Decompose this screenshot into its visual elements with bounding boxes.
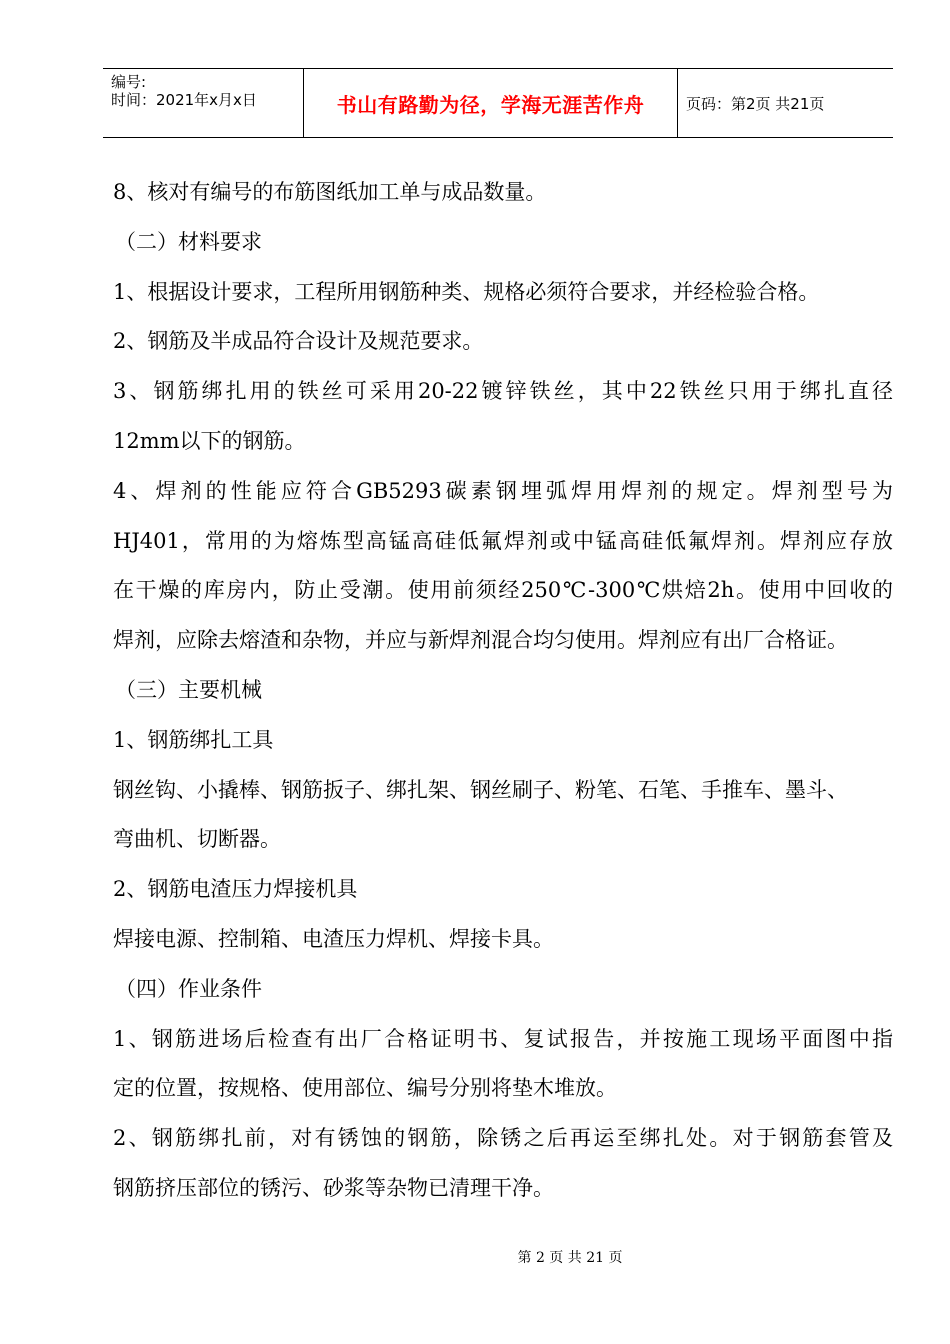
paragraph-line: HJ401，常用的为熔炼型高锰高硅低氟焊剂或中锰高硅低氟焊剂。焊剂应存放 bbox=[113, 528, 893, 553]
section-heading: （四）作业条件 bbox=[115, 976, 262, 1001]
paragraph-line: 4、焊剂的性能应符合GB5293碳素钢埋弧焊用焊剂的规定。焊剂型号为 bbox=[113, 478, 893, 503]
page-footer: 第 2 页 共 21 页 bbox=[517, 1250, 623, 1266]
paragraph-line: 弯曲机、切断器。 bbox=[113, 827, 281, 852]
section-heading: （二）材料要求 bbox=[115, 229, 262, 254]
paragraph-line: 1、钢筋进场后检查有出厂合格证明书、复试报告，并按施工现场平面图中指 bbox=[113, 1026, 893, 1051]
header-meta bbox=[103, 69, 303, 137]
paragraph-line: 3、钢筋绑扎用的铁丝可采用20-22镀锌铁丝，其中22铁丝只用于绑扎直径 bbox=[113, 379, 893, 404]
paragraph-line: 定的位置，按规格、使用部位、编号分别将垫木堆放。 bbox=[113, 1076, 617, 1101]
paragraph-line: 8、核对有编号的布筋图纸加工单与成品数量。 bbox=[113, 180, 547, 204]
paragraph-line: 1、根据设计要求，工程所用钢筋种类、规格必须符合要求，并经检验合格。 bbox=[113, 279, 820, 304]
paragraph-line: 钢筋挤压部位的锈污、砂浆等杂物已清理干净。 bbox=[113, 1175, 554, 1200]
section-heading: （三）主要机械 bbox=[115, 677, 262, 702]
paragraph-line: 1、钢筋绑扎工具 bbox=[113, 727, 274, 752]
page-header bbox=[103, 68, 893, 138]
paragraph-line: 12mm以下的钢筋。 bbox=[113, 428, 306, 453]
header-page-number: 页码：第2页 共21页 bbox=[686, 94, 825, 113]
paragraph-line: 焊接电源、控制箱、电渣压力焊机、焊接卡具。 bbox=[113, 926, 554, 951]
document-body bbox=[113, 168, 893, 1214]
header-motto: 书山有路勤为径，学海无涯苦作舟 bbox=[303, 69, 678, 137]
paragraph-line: 钢丝钩、小撬棒、钢筋扳子、绑扎架、钢丝刷子、粉笔、石笔、手推车、墨斗、 bbox=[113, 777, 848, 802]
document-date: 时间：2021年x月x日 bbox=[111, 91, 257, 109]
paragraph-line: 2、钢筋绑扎前，对有锈蚀的钢筋，除锈之后再运至绑扎处。对于钢筋套管及 bbox=[113, 1126, 893, 1151]
paragraph-line: 2、钢筋及半成品符合设计及规范要求。 bbox=[113, 329, 484, 354]
paragraph-line: 2、钢筋电渣压力焊接机具 bbox=[113, 877, 358, 902]
document-number-label: 编号: bbox=[111, 73, 147, 91]
paragraph-line: 焊剂，应除去熔渣和杂物，并应与新焊剂混合均匀使用。焊剂应有出厂合格证。 bbox=[113, 628, 848, 653]
paragraph-line: 在干燥的库房内，防止受潮。使用前须经250℃-300℃烘焙2h。使用中回收的 bbox=[113, 578, 893, 603]
